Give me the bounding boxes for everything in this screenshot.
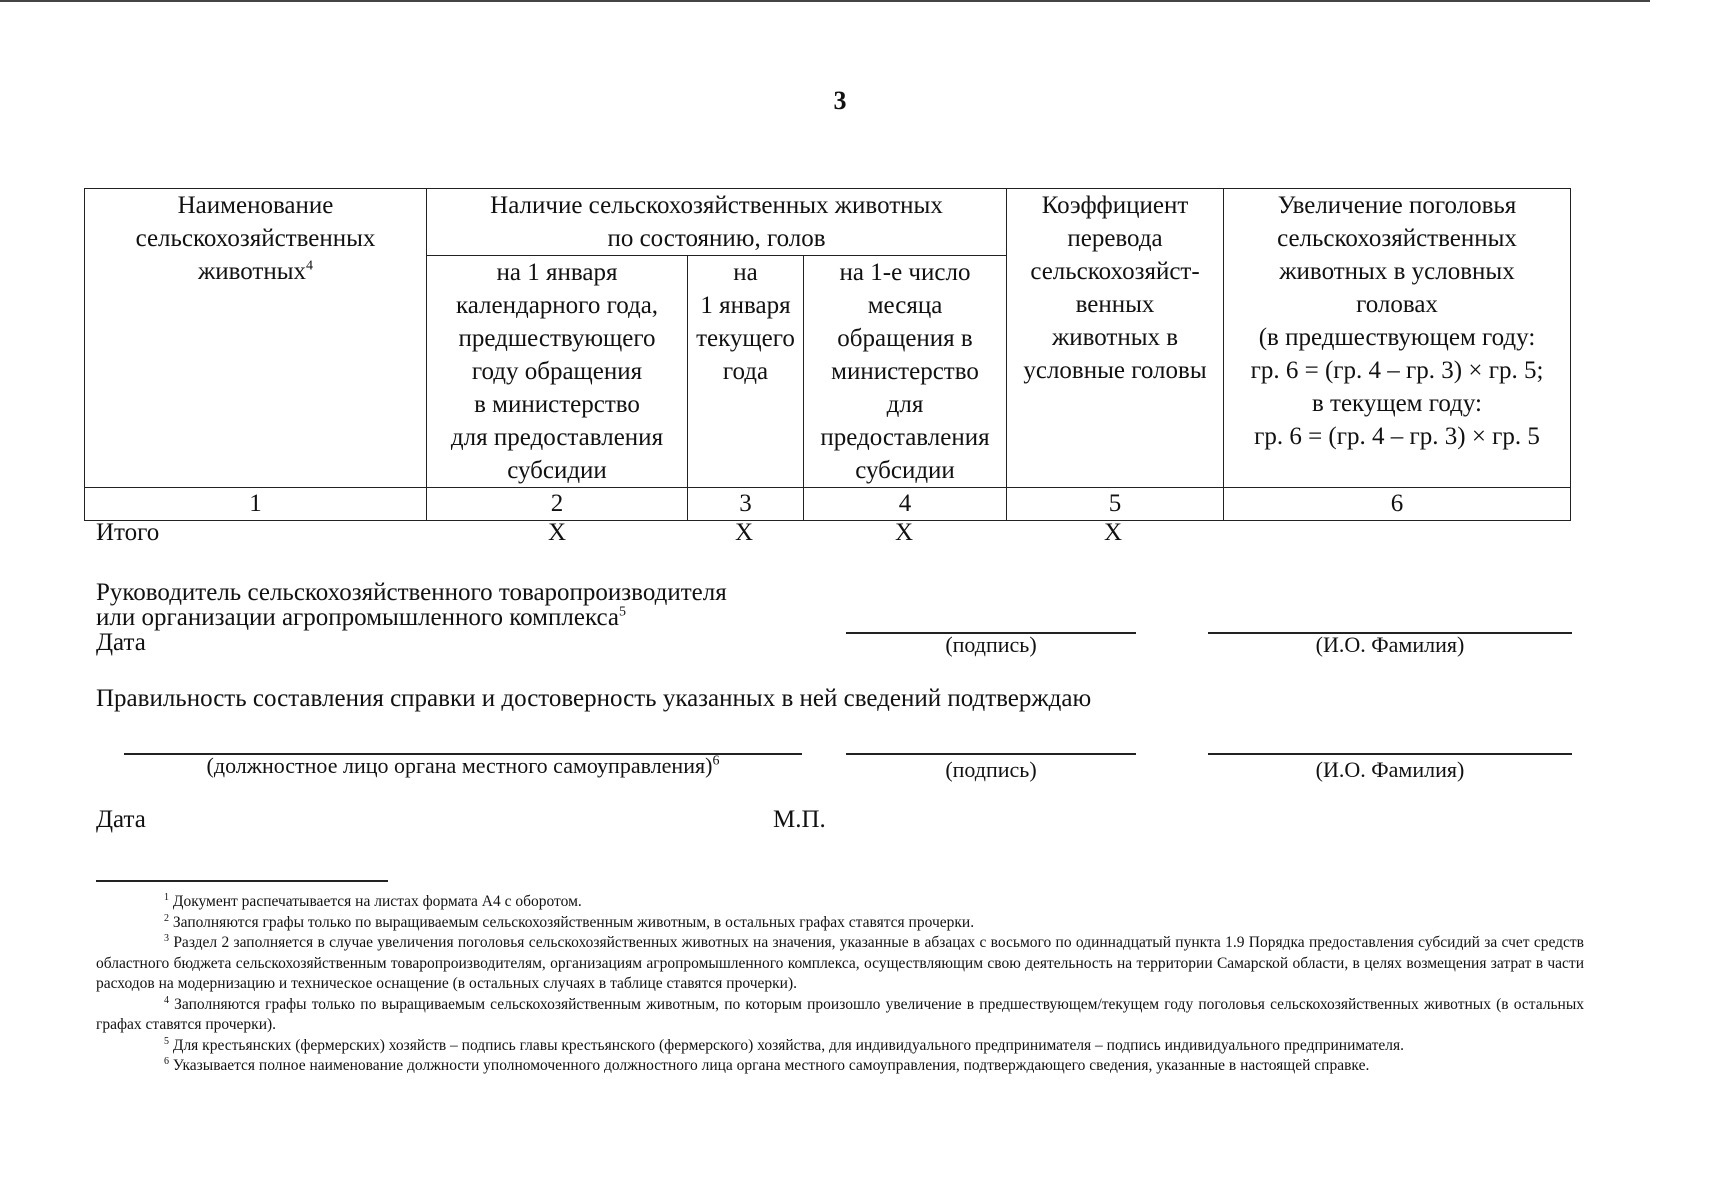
total-mark: Х xyxy=(547,519,567,546)
head-title-line2: или организации агропромышленного комплекса$^5$ xyxy=(96,604,626,631)
header-jan-current: на 1 января текущего года xyxy=(688,256,804,488)
column-number: 6 xyxy=(1224,488,1571,521)
table-number-row xyxy=(85,488,1571,521)
total-mark: Х xyxy=(734,519,754,546)
table-header-row xyxy=(85,189,1571,256)
footnotes xyxy=(96,892,1584,1077)
column-number: 2 xyxy=(427,488,688,521)
livestock-table xyxy=(84,188,1571,521)
column-number: 1 xyxy=(85,488,427,521)
footnote: $^1$ Документ распечатывается на листах формата А4 с оборотом. xyxy=(164,891,582,910)
header-month-application: на 1-е число месяца обращения в министерство для предоставления субсидии xyxy=(804,256,1007,488)
top-rule xyxy=(0,0,1650,2)
footnote: $^4$ Заполняются графы только по выращиваемым сельскохозяйственным животным, по которым произошло увеличение в предшествующем/текущем году поголовья сельскохозяйственных животных (в остальных графах ставятся прочерки). xyxy=(96,994,1585,1033)
confirmation-text: Правильность составления справки и достоверность указанных в ней сведений подтверждаю xyxy=(96,685,1092,712)
official-caption: (должностное лицо органа местного самоуправления)$^6$ xyxy=(206,753,720,778)
column-number: 4 xyxy=(804,488,1007,521)
footnote: $^2$ Заполняются графы только по выращиваемым сельскохозяйственным животным, в остальных графах ставятся прочерки. xyxy=(164,912,975,931)
total-mark: Х xyxy=(1103,519,1123,546)
header-jan-previous: на 1 января календарного года, предшествующего году обращения в министерство для предоставления субсидии xyxy=(427,256,688,488)
signature-line xyxy=(846,753,1136,755)
head-signature-block xyxy=(96,580,727,655)
footnote: $^5$ Для крестьянских (фермерских) хозяйств – подпись главы крестьянского (фермерского) хозяйства, для индивидуального предпринимателя – подпись индивидуального предпринимателя. xyxy=(164,1035,1404,1054)
column-number: 3 xyxy=(688,488,804,521)
total-mark: Х xyxy=(894,519,914,546)
stamp-place-label: М.П. xyxy=(773,806,826,833)
header-availability-group: Наличие сельскохозяйственных животных по состоянию, голов xyxy=(427,189,1007,256)
header-increase: Увеличение поголовья сельскохозяйственных животных в условных головах (в предшествующем году: гр. 6 = (гр. 4 – гр. 3) × гр. 5; в текущем году: гр. 6 = (гр. 4 – гр. 3) × гр. 5 xyxy=(1224,189,1571,488)
column-number: 5 xyxy=(1007,488,1224,521)
name-caption: (И.О. Фамилия) xyxy=(1315,757,1465,782)
page-number: 3 xyxy=(833,86,847,115)
total-label: Итого xyxy=(96,519,160,546)
header-animal-name: Наименование сельскохозяйственных животных$^4$ xyxy=(85,189,427,488)
footnote-separator xyxy=(96,880,388,882)
confirmation-date-label: Дата xyxy=(96,806,146,833)
head-date-label: Дата xyxy=(96,629,146,656)
header-coefficient: Коэффициент перевода сельскохозяйст- венных животных в условные головы xyxy=(1007,189,1224,488)
signature-caption: (подпись) xyxy=(945,632,1037,657)
name-line xyxy=(1208,753,1572,755)
footnote: $^6$ Указывается полное наименование должности уполномоченного должностного лица органа местного самоуправления, подтверждающего сведения, указанные в настоящей справке. xyxy=(164,1055,1370,1074)
footnote: $^3$ Раздел 2 заполняется в случае увеличения поголовья сельскохозяйственных животных на значения, указанные в абзацах с восьмого по одиннадцатый пункта 1.9 Порядка предоставления субсидий за счет средств областного бюджета сельскохозяйственным товаропроизводителям, организациям агропромышленного комплекса, осуществляющим свою деятельность на территории Самарской области, в целях возмещения затрат в части расходов на модернизацию и техническое оснащение (в остальных случаях в таблице ставятся прочерки). xyxy=(96,932,1585,992)
signature-caption: (подпись) xyxy=(945,757,1037,782)
name-caption: (И.О. Фамилия) xyxy=(1315,632,1465,657)
head-title-line1: Руководитель сельскохозяйственного товаропроизводителя xyxy=(96,579,727,606)
